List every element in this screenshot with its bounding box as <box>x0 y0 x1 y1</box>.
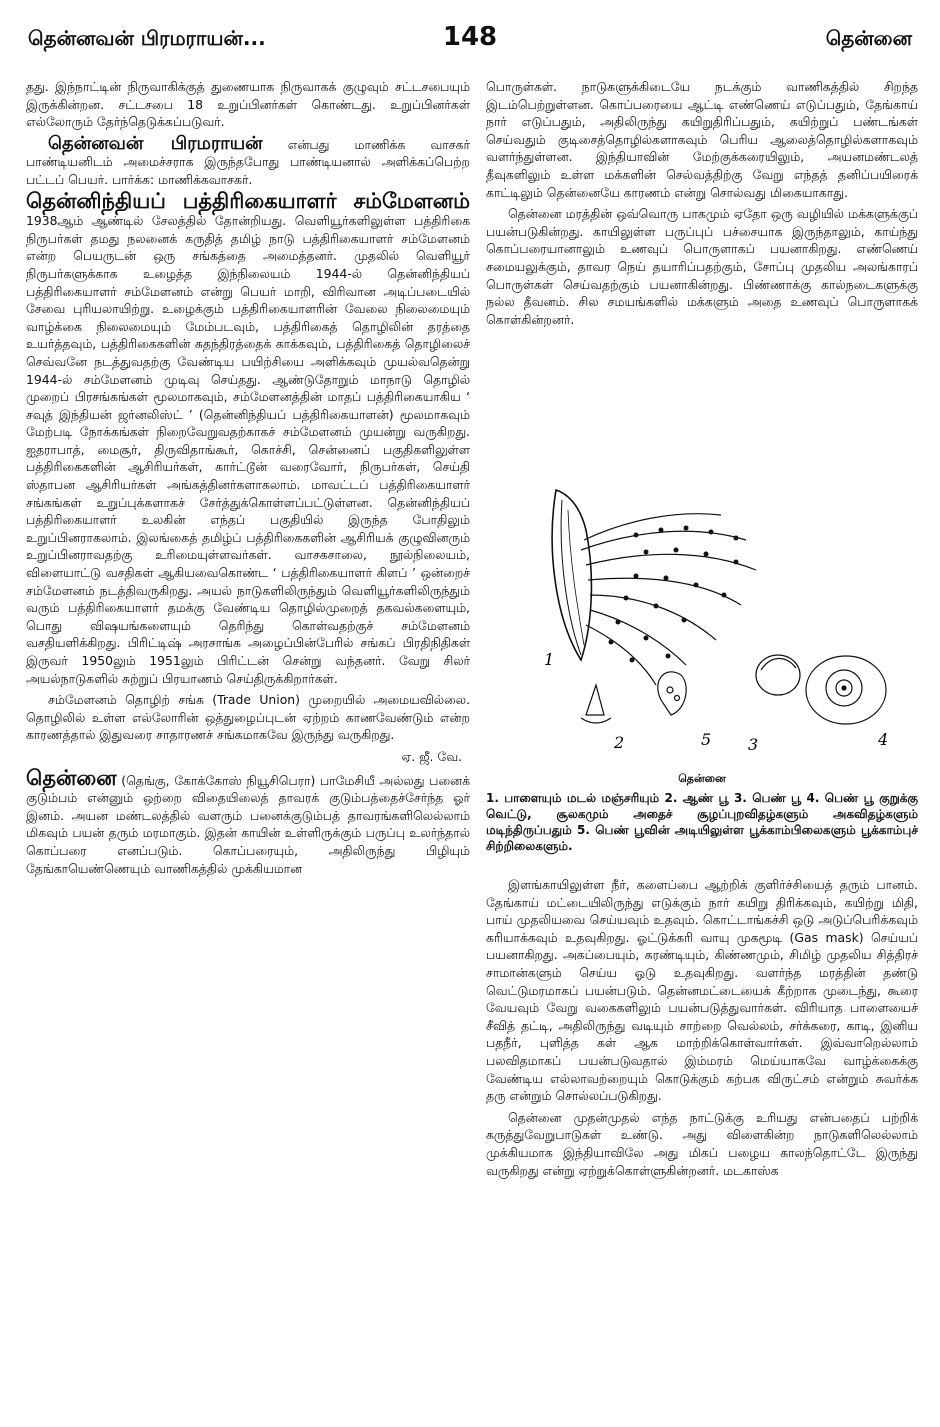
entry-journalists-text: 1938ஆம் ஆண்டில் சேலத்தில் தோன்றியது. வெளியூர்களிலுள்ள பத்திரிகை நிருபர்கள் தமது நலனைக் கருதித் தமிழ் நாடு பத்திரிகையாளர் சம்மேளனம் என்ற பெயருடன் ஒரு சங்கத்தை அமைத்தனர். முதலில் வெளியூர் நிருபர்களுக்காக உழைத்த இந்நிலையம் 1944-ல் தென்னிந்தியப் பத்திரிகையாளர் சம்மேளனம் என்று பெயர் மாறி, விரிவான அடிப்படையில் சேவை புரியலாயிற்று. உழைக்கும் பத்திரிகையாளரின் வேலை நிலைமையும் வாழ்க்கை நிலைமையும் மேம்படவும், பத்திரிகைத் தொழிலின் தரத்தை உயர்த்தவும், பத்திரிகைகளின் சுதந்திரத்தைக் காக்கவும், பத்திரிகைத் தொழிலைச் செவ்வனே நடத்துவதற்கு வேண்டிய பயிற்சியை அளிக்கவும் முயல்வதென்று 1944-ல் சம்மேளனம் முடிவு செய்தது. ஆண்டுதோறும் மாநாடு தொழில் முறைப் பிரசங்கங்கள் மூலமாகவும், சம்மேளனத்தின் மாதப் பத்திரிகையாகிய ‘ சவுத் இந்தியன் ஜர்னலிஸ்ட் ’ (தென்னிந்தியப் பத்திரிகையாளன்) மூலமாகவும் மேற்படி நோக்கங்கள் நிறைவேறுவதற்காகச் சம்மேளனம் முயன்று வருகிறது. ஐதராபாத், மைசூர், திருவிதாங்கூர், கொச்சி, சென்னைப் பகுதிகளிலுள்ள பத்திரிகைகளின் ஆசிரியர்கள், கார்ட்டூன் வரைவோர், நிருபர்கள், செய்தி ஸ்தாபன ஆசிரியர்கள் அங்கத்தினர்களாகலாம். மாவட்டப் பத்திரிகையாளர் சங்கங்கள் உறுப்புக்களாகச் சேர்த்துக்கொள்ளப்பட்டுள்ளன. தென்னிந்தியப் பத்திரிகையாளர் உலகின் எந்தப் பகுதியில் இருந்த போதிலும் உறுப்பினராகலாம். இலங்கைத் தமிழ்ப் பத்திரிகைகளின் ஆசிரியக் குழுவினரும் உறுப்பினராவதற்கு உரிமையுள்ளவர்கள். வாசகசாலை, நூல்நிலையம், விளையாட்டு வசதிகள் ஆகியவைகொண்ட ‘ பத்திரிகையாளர் கிளப் ’ ஒன்றைச் சம்மேளனம் நடத்திவருகிறது. அயல் நாடுகளிலிருந்தும் வெளியூர்களிலிருந்தும் வரும் பத்திரிகையாளர் தமக்கு வேண்டிய தொழில்முறைத் தகவல்களையும், பொது விஷயங்களையும் தெரிந்து கொள்வதற்குச் சம்மேளனம் வசதியளிக்கிறது. பிரிட்டிஷ் அரசாங்க அழைப்பின்பேரில் சங்கப் பிரதிநிதிகள் இருவர் 1950லும் 1951லும் பிரிட்டன் சென்று வந்தனர். வேறு சிலர் அயல்நாடுகளில் சுற்றுப் பிரயாணம் செய்திருக்கிறார்கள். <box>26 213 470 686</box>
figure-label-2: 2 <box>614 733 625 752</box>
figure-label-4: 4 <box>878 730 889 749</box>
figure-caption: 1. பாளையும் மடல் மஞ்சரியும் 2. ஆண் பூ 3. பெண் பூ 4. பெண் பூ குறுக்கு வெட்டு, சூலகமும் அதைச் சூழப்புறவிதழ்களும் அகவிதழ்களும் மடிந்திருப்பதும் 5. பெண் பூவின் அடியிலுள்ள பூக்காம்பிலைகளும் பூக்காம்புச் சிற்றிலைகளும். <box>486 791 918 853</box>
headword-coconut: தென்னை <box>26 765 117 790</box>
figure-label-1: 1 <box>544 650 555 669</box>
headword-journalists: தென்னிந்தியப் பத்திரிகையாளர் சம்மேளனம் <box>26 188 470 213</box>
running-head-right: தென்னை <box>825 26 912 50</box>
coconut-drawing <box>486 470 918 770</box>
right-column-upper <box>486 78 918 468</box>
right-column-lower <box>486 876 918 1416</box>
male-flower <box>581 685 611 723</box>
left-column <box>26 78 470 1408</box>
entry-thennavan-text: என்பது மாணிக்க வாசகர் பாண்டியனிடம் அமைச்சராக இருந்தபோது பாண்டியனால் அளிக்கப்பெற்ற பட்டப் பெயர். பார்க்க: மாணிக்கவாசகர். <box>26 136 470 187</box>
running-head-left: தென்னவன் பிரமராயன்... <box>28 26 266 50</box>
paragraph-coconut-origin: தென்னை முதன்முதல் எந்த நாட்டுக்கு உரியது என்பதைப் பற்றிக் கருத்துவேறுபாடுகள் உண்டு. அது விளைகின்ற நாடுகளிலெல்லாம் முக்கியமாக இந்தியாவிலே அது மிகப் பழைய காலந்தொட்டே இருந்து வருகிறது என்று ஏற்றுக்கொள்ளுகின்றனர். மடகாஸ்க <box>486 1109 918 1178</box>
paragraph-trade-union: சம்மேளனம் தொழிற் சங்க (Trade Union) முறையில் அமையவில்லை. தொழிலில் உள்ள எல்லோரின் ஒத்துழைப்புடன் ஏற்றம் காணவேண்டும் என்ற காரணத்தால் இதுவரை சாதாரணச் சங்கமாகவே இருந்து வருகிறது. <box>26 692 470 743</box>
female-flower-cross-section <box>806 656 886 724</box>
page-number: 148 <box>442 22 498 52</box>
female-flower-base <box>658 672 686 715</box>
running-head <box>28 22 912 60</box>
paragraph-tender-coconut: இளங்காயிலுள்ள நீர், களைப்பை ஆற்றிக் குளிர்ச்சியைத் தரும் பானம். தேங்காய் மட்டையிலிருந்து எடுக்கும் நார் கயிறு திரிக்கவும், கயிற்று மிதி, பாய் முதலியவை செய்யவும் உதவும். கொட்டாங்கச்சி ஒடு அடுப்பெரிக்கவும் கரியாக்கவும் உதவுகிறது. ஓட்டுக்கரி வாயு முகமூடி (Gas mask) செய்யப் பயனாகிறது. அகப்பையும், கரண்டியும், கிண்ணமும், சிமிழ் முதலிய சித்திரச் சாமான்களும் செய்ய ஓடு உதவுகிறது. வளர்ந்த மரத்தின் தண்டு வெட்டுமரமாகப் பயன்படும். தென்னமட்டையைக் கீற்றாக முடைந்து, கூரை வேயவும் வேறு வகைகளிலும் பயன்படுத்துவார்கள். விரியாத பாளையைச் சீவித் தட்டி, அதிலிருந்து வடியும் சாற்றை வெல்லம், சர்க்கரை, காடி, இனிய பதநீர், புளித்த கள் ஆக மாற்றிக்கொள்வார்கள். இவ்வாறெல்லாம் பலவிதமாகப் பயன்படுவதால் இம்மரம் மெய்யாகவே வாழ்க்கைக்கு வேண்டிய எல்லாவற்றையும் கொடுக்கும் கற்பக விருட்சம் என்றும் சுவர்க்க தரு என்றும் சொல்லப்படுகிறது. <box>486 877 918 1104</box>
paragraph-coconut-trade: பொருள்கள். நாடுகளுக்கிடையே நடக்கும் வாணிகத்தில் சிறந்த இடம்பெற்றுள்ளன. கொப்பரையை ஆட்டி எண்ணெய் எடுப்பதும், தேங்காய் நார் எடுப்பதும், அதிலிருந்து கயிறுதிரிப்பதும், கயிற்றுப் பண்டங்கள் செய்வதும் குடிசைத்தொழில்களாகவும் பெரிய ஆலைத்தொழில்களாகவும் வளர்ந்துள்ளன. இந்தியாவின் மேற்குக்கரையிலும், அயனமண்டலத் தீவுகளிலும் உள்ள மக்களின் செல்வத்திற்கு வேறு எந்தத் தனிப்பயிரைக் காட்டிலும் தென்னையே காரணம் என்று சொல்வது மிகையாகாது. <box>486 79 918 200</box>
coconut-illustration <box>486 470 918 770</box>
paragraph-coconut-uses: தென்னை மரத்தின் ஒவ்வொரு பாகமும் ஏதோ ஒரு வழியில் மக்களுக்குப் பயன்படுகின்றது. காயிலுள்ள பருப்புப் பச்சையாக இருந்தாலும், காய்ந்து கொப்பரையானாலும் உணவுப் பொருளாகப் பயனாகிறது. எண்ணெய் சமையலுக்கும், தாவர நெய் தயாரிப்பதற்கும், சோப்பு முதலிய அலங்காரப் பொருள்கள் செய்வதற்கும் பயனாகின்றது. பிண்ணாக்கு கால்நடைகளுக்கு நல்ல தீவனம். சில சமயங்களில் மக்களும் அதை உணவுப் பொருளாகக் கொள்கின்றனர். <box>486 206 918 327</box>
entry-journalists <box>26 188 470 688</box>
figure-label-3: 3 <box>748 735 759 754</box>
female-flower <box>756 655 800 695</box>
author-signature: ஏ. ஜீ. வே. <box>401 748 462 764</box>
paragraph-continued: தது. இந்நாட்டின் நிருவாகிக்குத் துணையாக நிருவாகக் குழுவும் சட்டசபையும் இருக்கின்றன. சட்டசபை 18 உறுப்பினர்கள் கொண்டது. உறுப்பினர்கள் எல்லோரும் தேர்ந்தெடுக்கப்படுவர். <box>26 79 470 130</box>
entry-thennavan <box>26 132 470 189</box>
entry-coconut-text: (தெங்கு, கோக்கோஸ் நியூசிபெரா) பாமேசியீ அல்லது பனைக் குடும்பம் என்னும் ஒற்றை விதையிலைத் தாவரக் குடும்பத்தைச்சேர்ந்த ஓர் இனம். அயன மண்டலத்தில் வளரும் பனைக்குடும்பத் தாவரங்களிலெல்லாம் மிகவும் பயன் தரும் மரமாகும். இதன் காயின் உள்ளிருக்கும் பருப்பு உலர்ந்தால் கொப்பரை எனப்படும். கொப்பரையும், அதிலிருந்து பிழியும் தேங்காயெண்ணெயும் வாணிகத்தில் முக்கியமான <box>26 772 470 876</box>
figure-label-5: 5 <box>701 730 712 749</box>
inflorescence-branches <box>581 514 756 685</box>
headword-thennavan: தென்னவன் பிரமராயன் <box>48 132 263 154</box>
spathe-shape <box>552 490 591 660</box>
figure-title: தென்னை <box>678 772 726 785</box>
entry-coconut <box>26 765 470 878</box>
